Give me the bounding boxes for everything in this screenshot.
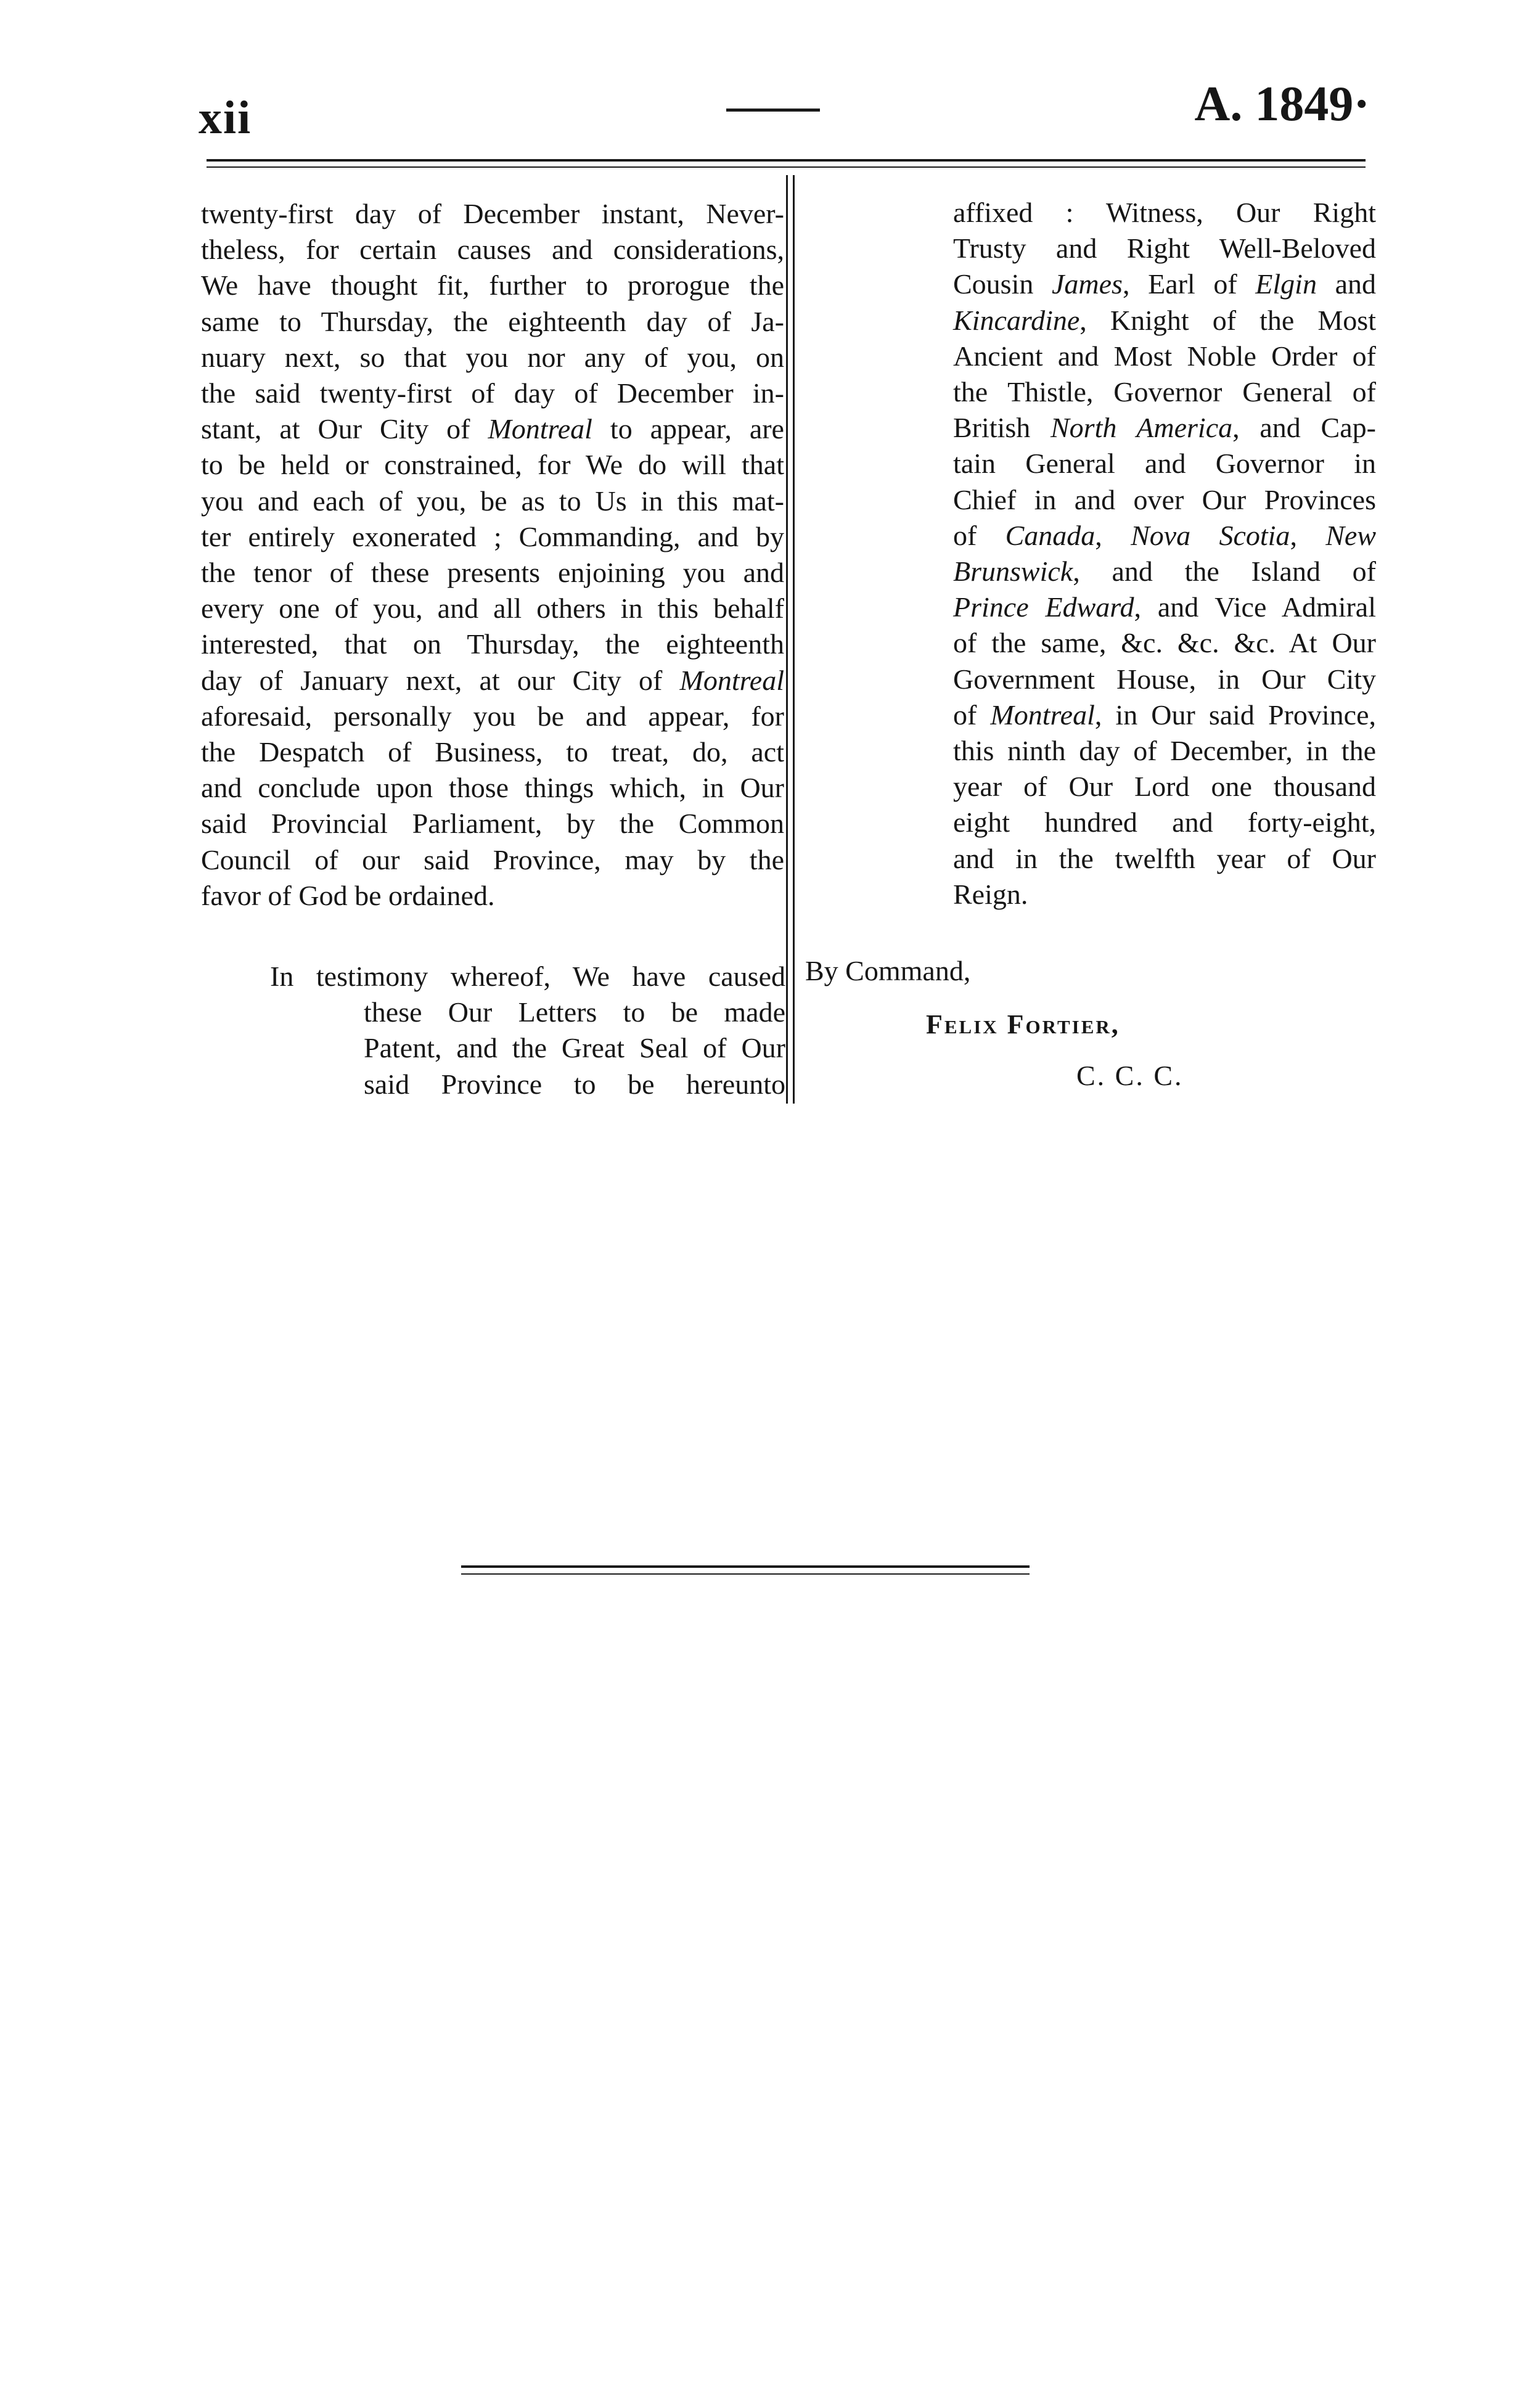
page-folio: xii bbox=[199, 92, 252, 144]
text-line: Ancient and Most Noble Order of bbox=[953, 340, 1376, 372]
text-run: , bbox=[1290, 519, 1326, 551]
text-line: We have thought fit, further to prorogue the bbox=[201, 269, 784, 301]
place-name: Montreal bbox=[488, 413, 592, 445]
place-name: Brunswick bbox=[953, 555, 1073, 588]
text-line: the said twenty-first of day of December in- bbox=[201, 377, 784, 409]
text-line: same to Thursday, the eighteenth day of Ja- bbox=[201, 305, 784, 337]
text-run: of bbox=[953, 699, 991, 731]
text-run: British bbox=[953, 412, 1051, 444]
text-line: aforesaid, personally you be and appear, for bbox=[201, 700, 784, 732]
text-line: the tenor of these presents enjoining you and bbox=[201, 557, 784, 589]
text-line: these Our Letters to be made bbox=[364, 996, 785, 1028]
text-line bbox=[953, 697, 1376, 733]
text-line: affixed : Witness, Our Right bbox=[953, 197, 1376, 228]
place-name: North America bbox=[1051, 412, 1233, 444]
place-name: New bbox=[1325, 519, 1376, 551]
text-line: of the same, &c. &c. &c. At Our bbox=[953, 627, 1376, 659]
text-run: , Earl of bbox=[1122, 268, 1256, 300]
text-line: interested, that on Thursday, the eighteenth bbox=[201, 628, 784, 660]
column-divider-left bbox=[786, 175, 788, 1104]
text-line: year of Our Lord one thousand bbox=[953, 771, 1376, 803]
text-line bbox=[953, 410, 1376, 446]
text-line: said Provincial Parliament, by the Common bbox=[201, 808, 784, 840]
text-line: and conclude upon those things which, in Our bbox=[201, 772, 784, 804]
testimony-clause bbox=[270, 959, 785, 1102]
right-column-text bbox=[953, 195, 1376, 912]
text-run: , Knight of the Most bbox=[1079, 304, 1376, 336]
text-line: every one of you, and all others in this behalf bbox=[201, 592, 784, 625]
text-line: Reign. bbox=[953, 878, 1028, 910]
text-line: tain General and Governor in bbox=[953, 448, 1376, 480]
text-run: , and the Island of bbox=[1073, 555, 1376, 588]
column-divider-right bbox=[793, 175, 795, 1104]
text-run: to appear, are bbox=[592, 413, 784, 445]
text-line bbox=[953, 266, 1376, 302]
text-run: , and Cap- bbox=[1232, 412, 1376, 444]
text-line: you and each of you, be as to Us in this mat- bbox=[201, 485, 784, 517]
text-line: to be held or constrained, for We do will that bbox=[201, 449, 784, 481]
text-line bbox=[201, 663, 784, 699]
text-line: Chief in and over Our Provinces bbox=[953, 483, 1376, 515]
text-line: nuary next, so that you nor any of you, on bbox=[201, 341, 784, 373]
text-line: ter entirely exonerated ; Commanding, and by bbox=[201, 520, 784, 552]
by-command: By Command, bbox=[805, 955, 971, 986]
text-run: , and Vice Admiral bbox=[1134, 591, 1376, 623]
text-line bbox=[953, 303, 1376, 338]
place-name: Canada bbox=[1005, 519, 1096, 551]
text-line: In testimony whereof, We have caused bbox=[270, 961, 785, 992]
text-run: Cousin bbox=[953, 268, 1052, 300]
text-line bbox=[953, 518, 1376, 554]
text-line: twenty-first day of December instant, Never- bbox=[201, 198, 784, 229]
text-line: favor of God be ordained. bbox=[201, 879, 495, 911]
text-line bbox=[953, 589, 1376, 625]
place-name: Nova Scotia bbox=[1131, 519, 1290, 551]
closing-rule-thick bbox=[461, 1565, 1030, 1568]
left-column-text bbox=[201, 196, 784, 914]
place-name: Montreal bbox=[990, 699, 1095, 731]
signer-name: Felix Fortier, bbox=[926, 1009, 1120, 1039]
text-run: and bbox=[1316, 268, 1376, 300]
signer-office: C. C. C. bbox=[1076, 1060, 1184, 1091]
closing-rule-thin bbox=[461, 1573, 1030, 1575]
header-rule-thin bbox=[207, 166, 1366, 168]
text-line: said Province to be hereunto bbox=[364, 1068, 785, 1100]
text-line bbox=[201, 411, 784, 447]
text-line: Council of our said Province, may by the bbox=[201, 843, 784, 875]
year-label: A. 1849· bbox=[1194, 77, 1370, 131]
text-line bbox=[953, 554, 1376, 589]
place-name: Kincardine bbox=[953, 304, 1080, 336]
text-line: Government House, in Our City bbox=[953, 663, 1376, 695]
place-name: Prince Edward bbox=[953, 591, 1134, 623]
text-run: day of January next, at our City of bbox=[201, 664, 680, 696]
text-line: this ninth day of December, in the bbox=[953, 735, 1376, 767]
text-line: theless, for certain causes and considerations, bbox=[201, 234, 784, 266]
place-name: Elgin bbox=[1255, 268, 1317, 300]
header-rule-thick bbox=[207, 159, 1366, 162]
text-run: stant, at Our City of bbox=[201, 413, 488, 445]
text-line: Patent, and the Great Seal of Our bbox=[364, 1032, 785, 1064]
text-line: the Despatch of Business, to treat, do, act bbox=[201, 736, 784, 768]
place-name: Montreal bbox=[679, 664, 784, 696]
text-line: and in the twelfth year of Our bbox=[953, 842, 1376, 874]
text-line: Trusty and Right Well-Beloved bbox=[953, 232, 1376, 264]
text-line: the Thistle, Governor General of bbox=[953, 376, 1376, 408]
text-run: of bbox=[953, 519, 1006, 551]
text-run: , bbox=[1095, 519, 1131, 551]
text-run: , in Our said Province, bbox=[1094, 699, 1376, 731]
person-name: James bbox=[1052, 268, 1123, 300]
text-line: eight hundred and forty-eight, bbox=[953, 806, 1376, 838]
header-dash bbox=[726, 109, 820, 112]
